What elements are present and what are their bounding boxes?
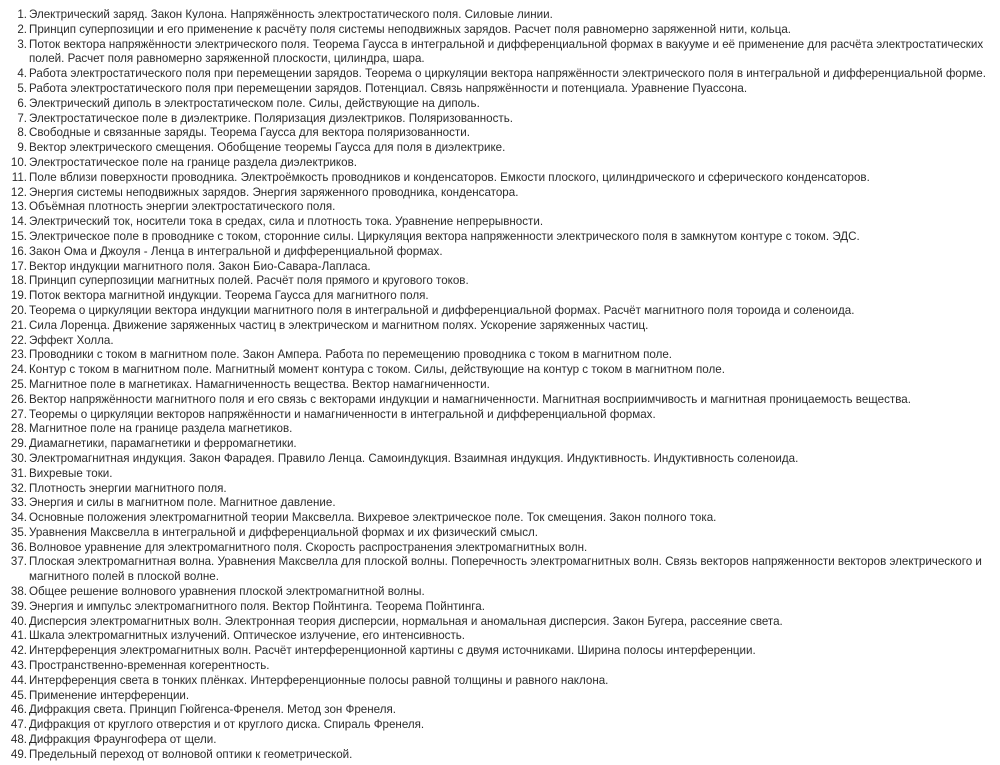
topic-text: Сила Лоренца. Движение заряженных частиц в электрическом и магнитном полях. Ускорение заряженных частиц. xyxy=(29,318,649,332)
topic-text: Предельный переход от волновой оптики к геометрической. xyxy=(29,747,353,761)
topic-item xyxy=(0,171,1000,186)
topic-number: 15. xyxy=(10,229,27,243)
topic-item xyxy=(0,615,1000,630)
topic-number: 30. xyxy=(10,451,27,465)
topic-item xyxy=(0,112,1000,127)
topic-number: 20. xyxy=(10,303,27,317)
topic-number: 1. xyxy=(17,8,27,21)
topic-item xyxy=(0,644,1000,659)
topic-text: Магнитное поле на границе раздела магнетиков. xyxy=(29,422,293,436)
topic-text: Принцип суперпозиции магнитных полей. Расчёт поля прямого и кругового токов. xyxy=(29,274,469,288)
topic-number: 25. xyxy=(10,377,27,391)
topic-text: Энергия и импульс электромагнитного поля. Вектор Пойнтинга. Теорема Пойнтинга. xyxy=(29,599,485,613)
topic-number: 47. xyxy=(10,718,27,732)
topic-text: Вектор электрического смещения. Обобщение теоремы Гаусса для поля в диэлектрике. xyxy=(29,141,506,155)
topic-item xyxy=(0,541,1000,556)
topic-number: 26. xyxy=(10,392,27,406)
topic-item xyxy=(0,496,1000,511)
topic-item xyxy=(0,67,1000,82)
topic-item xyxy=(0,289,1000,304)
topic-number: 24. xyxy=(10,363,27,377)
topic-text: Электромагнитная индукция. Закон Фарадея. Правило Ленца. Самоиндукция. Взаимная индукция. Индуктивность. Индуктивность соленоида. xyxy=(29,451,799,465)
topic-number: 19. xyxy=(10,289,27,303)
topic-text: Работа электростатического поля при перемещении зарядов. Потенциал. Связь напряжённости и потенциала. Уравнение Пуассона. xyxy=(29,81,748,95)
topic-item xyxy=(0,215,1000,230)
topic-item xyxy=(0,718,1000,733)
topic-number: 37. xyxy=(10,555,27,569)
topic-number: 41. xyxy=(10,629,27,643)
topic-text: Общее решение волнового уравнения плоской электромагнитной волны. xyxy=(29,585,425,599)
topic-text: Электростатическое поле в диэлектрике. Поляризация диэлектриков. Поляризованность. xyxy=(29,111,513,125)
topic-item xyxy=(0,748,1000,763)
topic-number: 48. xyxy=(10,733,27,747)
topic-number: 13. xyxy=(10,200,27,214)
topic-number: 12. xyxy=(10,185,27,199)
topic-number: 32. xyxy=(10,481,27,495)
topic-item xyxy=(0,408,1000,423)
topic-text: Вектор индукции магнитного поля. Закон Био-Савара-Лапласа. xyxy=(29,259,371,273)
topic-number: 18. xyxy=(10,274,27,288)
topic-text: Дифракция Фраунгофера от щели. xyxy=(29,733,217,747)
topic-item xyxy=(0,437,1000,452)
topic-text: Работа электростатического поля при перемещении зарядов. Теорема о циркуляции вектора напряжённости электрического поля в интегральной и дифференциальной форме. xyxy=(29,67,986,81)
topic-number: 46. xyxy=(10,703,27,717)
topic-text: Свободные и связанные заряды. Теорема Гаусса для вектора поляризованности. xyxy=(29,126,470,140)
topic-text: Поток вектора напряжённости электрического поля. Теорема Гаусса в интегральной и дифференциальной формах в вакууме и её применение для расчёта электростатических полей. Расчет поля равномерно заряженной плоскости, цилиндра, шара. xyxy=(29,37,984,66)
topic-text: Контур с током в магнитном поле. Магнитный момент контура с током. Силы, действующие на контур с током в магнитном поле. xyxy=(29,363,725,377)
topic-text: Объёмная плотность энергии электростатического поля. xyxy=(29,200,336,214)
topic-item xyxy=(0,482,1000,497)
topic-number: 49. xyxy=(10,747,27,761)
topic-number: 42. xyxy=(10,644,27,658)
topic-item xyxy=(0,674,1000,689)
topic-number: 2. xyxy=(17,22,27,36)
topic-number: 28. xyxy=(10,422,27,436)
topic-item xyxy=(0,689,1000,704)
topic-item xyxy=(0,126,1000,141)
topic-number: 34. xyxy=(10,511,27,525)
topic-number: 40. xyxy=(10,614,27,628)
topic-number: 45. xyxy=(10,688,27,702)
topic-item xyxy=(0,38,1000,68)
topic-item xyxy=(0,304,1000,319)
topic-text: Интерференция электромагнитных волн. Расчёт интерференционной картины с двумя источниками. Ширина полосы интерференции. xyxy=(29,644,756,658)
topic-item xyxy=(0,97,1000,112)
topic-item xyxy=(0,733,1000,748)
topic-number: 9. xyxy=(17,141,27,155)
topic-number: 7. xyxy=(17,111,27,125)
topic-number: 11. xyxy=(11,170,27,184)
topic-item xyxy=(0,363,1000,378)
topic-text: Энергия и силы в магнитном поле. Магнитное давление. xyxy=(29,496,336,510)
topic-item xyxy=(0,452,1000,467)
topic-text: Диамагнетики, парамагнетики и ферромагнетики. xyxy=(29,437,297,451)
topic-item xyxy=(0,511,1000,526)
topic-item xyxy=(0,629,1000,644)
topic-text: Применение интерференции. xyxy=(29,688,190,702)
topic-item xyxy=(0,141,1000,156)
topic-number: 23. xyxy=(10,348,27,362)
topic-item xyxy=(0,348,1000,363)
topic-item xyxy=(0,526,1000,541)
topic-number: 14. xyxy=(10,215,27,229)
topic-number: 35. xyxy=(10,525,27,539)
topic-item xyxy=(0,82,1000,97)
topic-number: 43. xyxy=(10,659,27,673)
topic-text: Основные положения электромагнитной теории Максвелла. Вихревое электрическое поле. Ток смещения. Закон полного тока. xyxy=(29,511,717,525)
topic-item xyxy=(0,319,1000,334)
topic-item xyxy=(0,8,1000,23)
topic-item xyxy=(0,23,1000,38)
topic-text: Электрический диполь в электростатическом поле. Силы, действующие на диполь. xyxy=(29,96,480,110)
topic-text: Дифракция от круглого отверстия и от круглого диска. Спираль Френеля. xyxy=(29,718,425,732)
topic-number: 3. xyxy=(17,37,27,51)
topic-text: Плотность энергии магнитного поля. xyxy=(29,481,227,495)
topic-number: 17. xyxy=(10,259,27,273)
topic-number: 4. xyxy=(17,67,27,81)
topic-item xyxy=(0,245,1000,260)
topic-text: Уравнения Максвелла в интегральной и дифференциальной формах и их физический смысл. xyxy=(29,525,538,539)
topic-item xyxy=(0,703,1000,718)
topic-item xyxy=(0,334,1000,349)
topic-text: Дисперсия электромагнитных волн. Электронная теория дисперсии, нормальная и аномальная дисперсия. Закон Бугера, рассеяние света. xyxy=(29,614,783,628)
topic-text: Электрический ток, носители тока в средах, сила и плотность тока. Уравнение непрерывности. xyxy=(29,215,544,229)
document-body xyxy=(0,8,1000,763)
topic-item xyxy=(0,422,1000,437)
topic-number: 44. xyxy=(10,673,27,687)
topic-text: Вектор напряжённости магнитного поля и его связь с векторами индукции и намагниченности. Магнитная восприимчивость и магнитная проницаемость вещества. xyxy=(29,392,911,406)
topic-item xyxy=(0,585,1000,600)
topic-item xyxy=(0,378,1000,393)
topic-text: Пространственно-временная когерентность. xyxy=(29,659,270,673)
topic-number: 10. xyxy=(10,155,27,169)
topic-number: 8. xyxy=(17,126,27,140)
topic-text: Проводники с током в магнитном поле. Закон Ампера. Работа по перемещению проводника с током в магнитном поле. xyxy=(29,348,673,362)
topic-text: Поле вблизи поверхности проводника. Электроёмкость проводников и конденсаторов. Емкости плоского, цилиндрического и сферического конденсаторов. xyxy=(29,170,870,184)
topic-item xyxy=(0,230,1000,245)
topic-text: Электростатическое поле на границе раздела диэлектриков. xyxy=(29,155,357,169)
topic-text: Шкала электромагнитных излучений. Оптическое излучение, его интенсивность. xyxy=(29,629,466,643)
topic-item xyxy=(0,186,1000,201)
topic-item xyxy=(0,274,1000,289)
topic-item xyxy=(0,467,1000,482)
topic-text: Интерференция света в тонких плёнках. Интерференционные полосы равной толщины и равного наклона. xyxy=(29,673,609,687)
topic-text: Закон Ома и Джоуля - Ленца в интегральной и дифференциальной формах. xyxy=(29,244,443,258)
topic-number: 38. xyxy=(10,585,27,599)
topic-number: 5. xyxy=(17,81,27,95)
topic-text: Электрическое поле в проводнике с током, сторонние силы. Циркуляция вектора напряженности электрического поля в замкнутом контуре с током. ЭДС. xyxy=(29,229,860,243)
topic-number: 31. xyxy=(10,466,27,480)
exam-topic-list xyxy=(0,8,1000,763)
topic-item xyxy=(0,659,1000,674)
topic-text: Электрический заряд. Закон Кулона. Напряжённость электростатического поля. Силовые линии. xyxy=(29,8,553,21)
topic-number: 21. xyxy=(10,318,27,332)
topic-text: Волновое уравнение для электромагнитного поля. Скорость распространения электромагнитных волн. xyxy=(29,540,588,554)
topic-text: Магнитное поле в магнетиках. Намагниченность вещества. Вектор намагниченности. xyxy=(29,377,490,391)
topic-text: Теорема о циркуляции вектора индукции магнитного поля в интегральной и дифференциальной формах. Расчёт магнитного поля тороида и соленоида. xyxy=(29,303,855,317)
topic-number: 22. xyxy=(10,333,27,347)
topic-text: Энергия системы неподвижных зарядов. Энергия заряженного проводника, конденсатора. xyxy=(29,185,519,199)
topic-number: 6. xyxy=(17,96,27,110)
topic-item xyxy=(0,260,1000,275)
topic-item xyxy=(0,393,1000,408)
topic-number: 29. xyxy=(10,437,27,451)
topic-item xyxy=(0,600,1000,615)
topic-item xyxy=(0,200,1000,215)
topic-item xyxy=(0,156,1000,171)
topic-number: 33. xyxy=(10,496,27,510)
topic-text: Дифракция света. Принцип Гюйгенса-Френеля. Метод зон Френеля. xyxy=(29,703,396,717)
topic-item xyxy=(0,555,1000,585)
topic-text: Поток вектора магнитной индукции. Теорема Гаусса для магнитного поля. xyxy=(29,289,429,303)
topic-number: 16. xyxy=(10,244,27,258)
topic-text: Теоремы о циркуляции векторов напряжённости и намагниченности в интегральной и дифференциальной формах. xyxy=(29,407,656,421)
topic-text: Вихревые токи. xyxy=(29,466,113,480)
topic-text: Принцип суперпозиции и его применение к расчёту поля системы неподвижных зарядов. Расчет поля равномерно заряженной нити, кольца. xyxy=(29,22,792,36)
topic-number: 27. xyxy=(10,407,27,421)
topic-text: Эффект Холла. xyxy=(29,333,114,347)
topic-number: 39. xyxy=(10,599,27,613)
topic-text: Плоская электромагнитная волна. Уравнения Максвелла для плоской волны. Поперечность электромагнитных волн. Связь векторов напряженности векторов электрического и магнитного полей в плоской волне. xyxy=(29,555,982,584)
topic-number: 36. xyxy=(10,540,27,554)
